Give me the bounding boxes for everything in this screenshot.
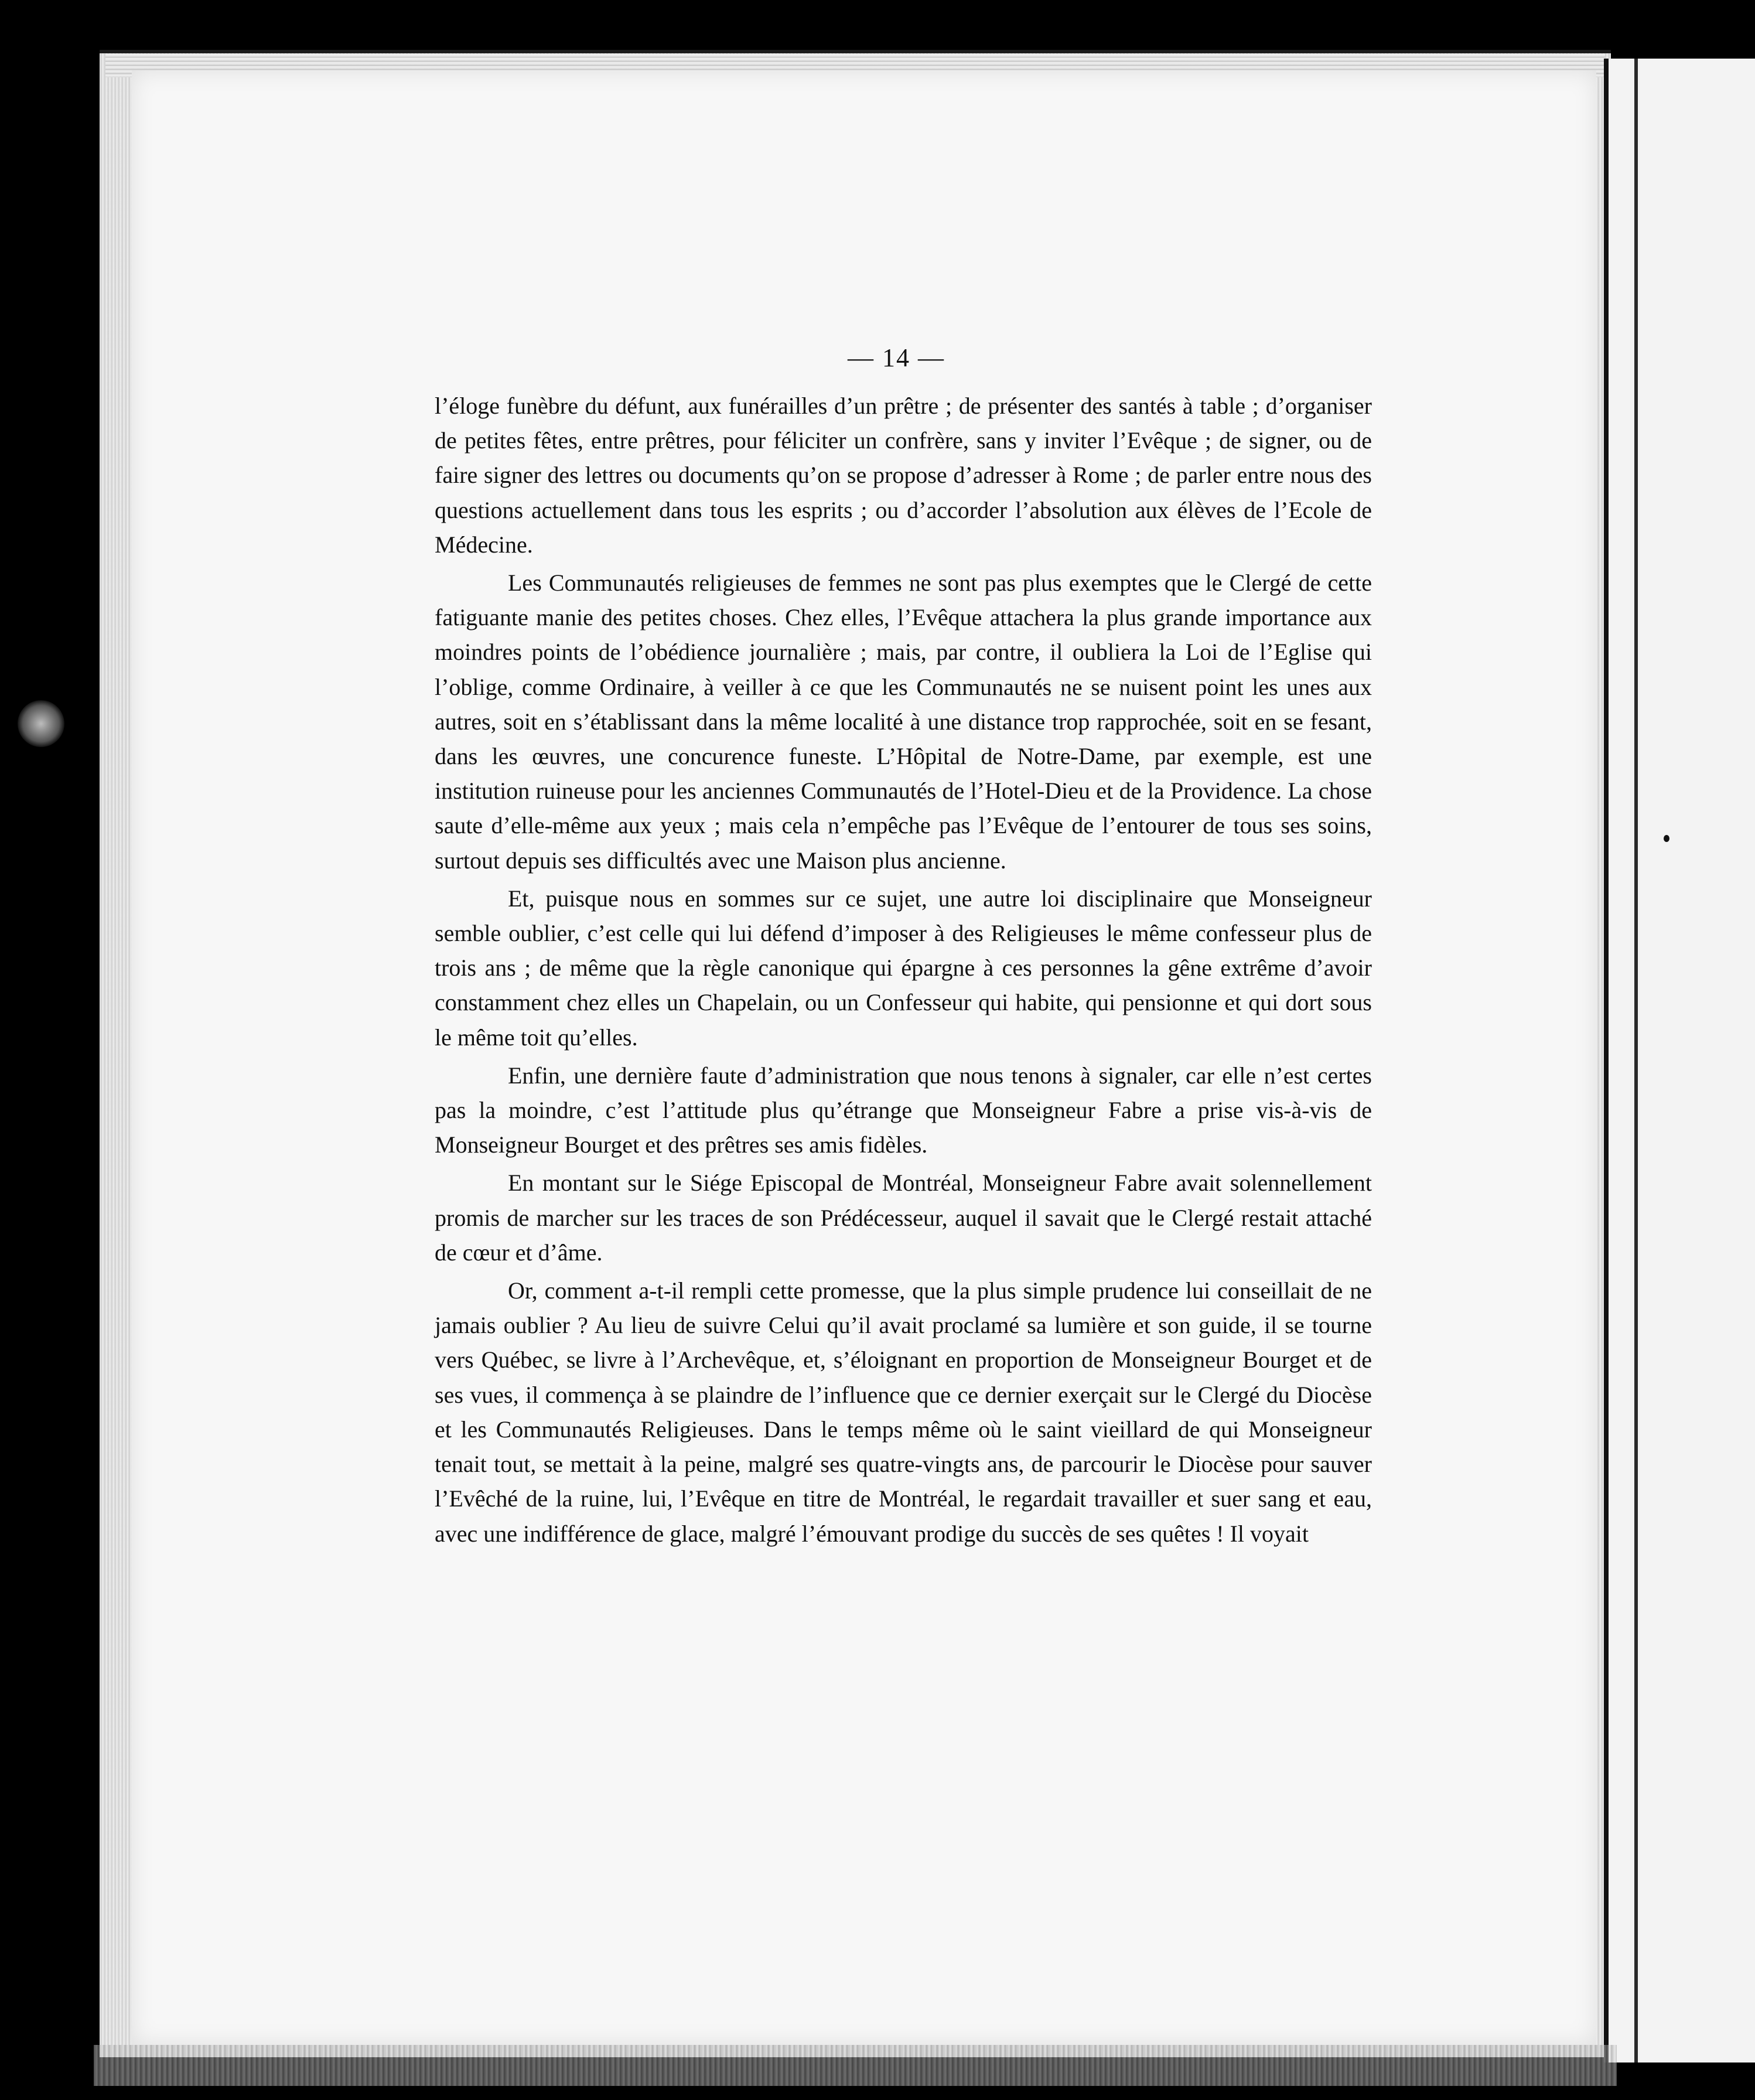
scan-speck xyxy=(1664,835,1669,842)
facing-page xyxy=(1604,59,1755,2062)
facing-page-edge xyxy=(1634,59,1638,2062)
paragraph: l’éloge funèbre du défunt, aux funérailles d’un prêtre ; de présenter des santés à table ; d’organiser de petites fêtes, entre prêtres, pour féliciter un confrère, sans y inviter l’Evêque ; de signer, ou de faire signer des lettres ou documents qu’on se propose d’adresser à Rome ; de parler entre nous des questions actuellement dans tous les esprits ; ou d’accorder l’absolution aux élèves de l’Ecole de Médecine. xyxy=(435,393,1372,558)
paragraph: Or, comment a-t-il rempli cette promesse, que la plus simple prudence lui conseillait de ne jamais oublier ? Au lieu de suivre Celui qu’il avait proclamé sa lumière et son guide, il se tourne vers Québec, se livre à l’Archevêque, et, s’éloignant en proportion de Monseigneur Bourget et de ses vues, il commença à se plaindre de l’influence que ce dernier exerçait sur le Clergé du Diocèse et les Communautés Religieuses. Dans le temps même où le saint vieillard de qui Monseigneur tenait tout, se mettait à la peine, malgré ses quatre-vingts ans, de parcourir le Diocèse pour sauver l’Evêché de la ruine, lui, l’Evêque en titre de Montréal, le regardait travailler et suer sang et eau, avec une indifférence de glace, malgré l’émouvant prodige du succès de ses quêtes ! Il voyait xyxy=(435,1277,1372,1547)
scan-light-spot xyxy=(18,700,64,747)
page-number: — 14 — xyxy=(848,343,945,372)
paragraph: Enfin, une dernière faute d’administration que nous tenons à signaler, car elle n’est certes pas la moindre, c’est l’attitude plus qu’étrange que Monseigneur Fabre a prise vis-à-vis de Monseigneur Bourget et des prêtres ses amis fidèles. xyxy=(435,1062,1372,1158)
body-text xyxy=(435,388,1372,1551)
paragraph: Et, puisque nous en sommes sur ce sujet, une autre loi disciplinaire que Monseigneur semble oublier, c’est celle qui lui défend d’imposer à des Religieuses le même confesseur plus de trois ans ; de même que la règle canonique qui épargne à ces personnes la gêne extrême d’avoir constamment chez elles un Chapelain, ou un Confesseur qui habite, qui pensionne et qui dort sous le même toit qu’elles. xyxy=(435,885,1372,1051)
book-bottom-edges xyxy=(94,2045,1617,2086)
paragraph: En montant sur le Siége Episcopal de Montréal, Monseigneur Fabre avait solennellement promis de marcher sur les traces de son Prédécesseur, auquel il savait que le Clergé restait attaché de cœur et d’âme. xyxy=(435,1170,1372,1266)
paragraph: Les Communautés religieuses de femmes ne sont pas plus exemptes que le Clergé de cette fatiguante manie des petites choses. Chez elles, l’Evêque attachera la plus grande importance aux moindres points de l’obédience journalière ; mais, par contre, il oubliera la Loi de l’Eglise qui l’oblige, comme Ordinaire, à veiller à ce que les Communautés ne se nuisent point les unes aux autres, soit en s’établissant dans la même localité à une distance trop rapprochée, soit en se fesant, dans les œuvres, une concurence funeste. L’Hôpital de Notre-Dame, par exemple, est une institution ruineuse pour les anciennes Communautés de l’Hotel-Dieu et de la Providence. La chose saute d’elle-même aux yeux ; mais cela n’empêche pas l’Evêque de l’entourer de tous ses soins, surtout depuis ses difficultés avec une Maison plus ancienne. xyxy=(435,570,1372,874)
